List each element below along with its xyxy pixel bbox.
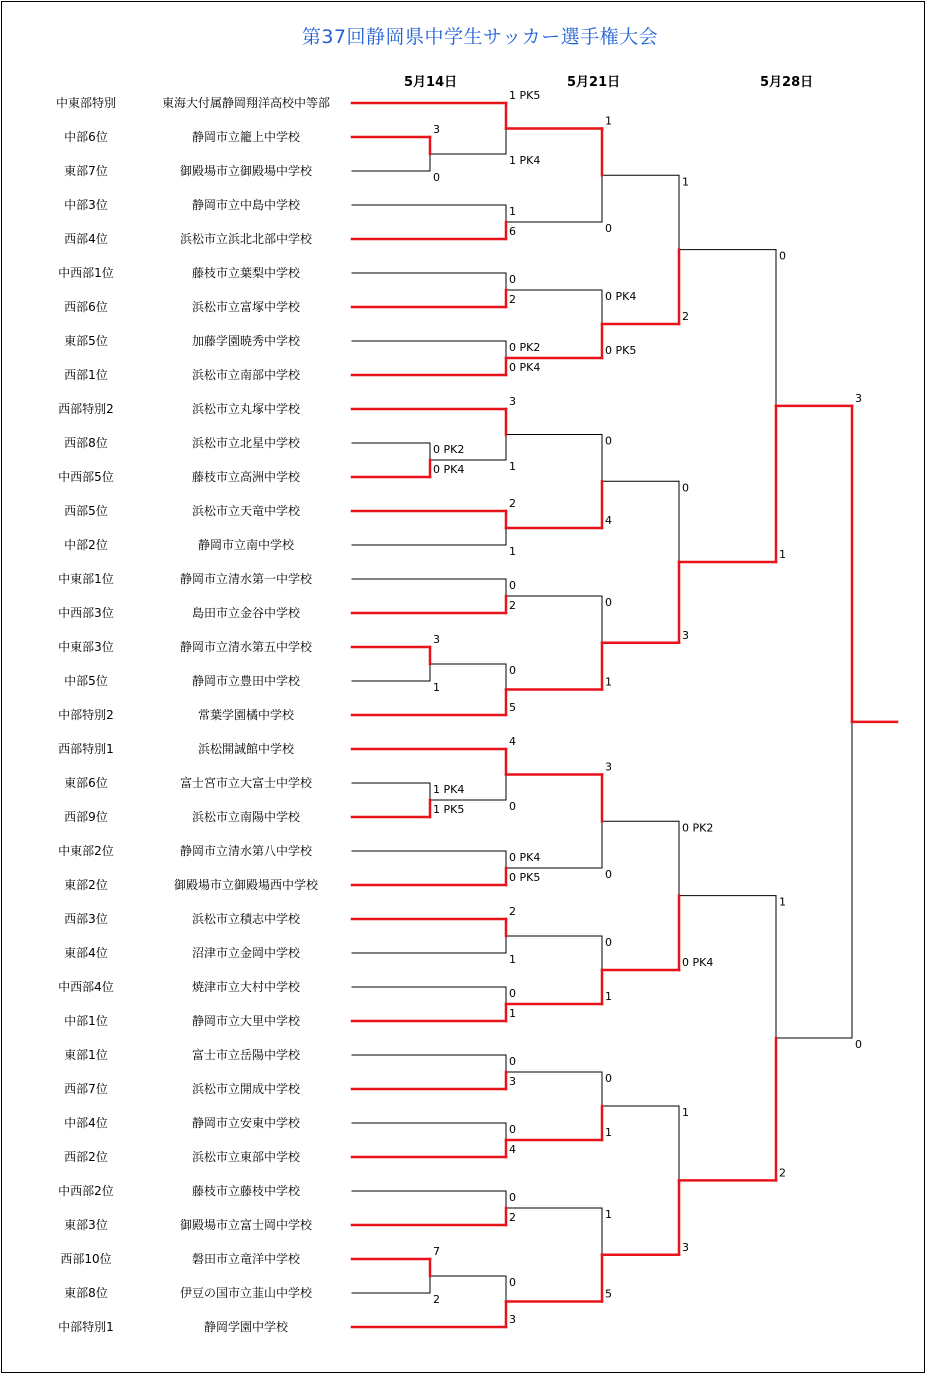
team-seed: 西部3位 (64, 912, 108, 926)
score-label: 0 (605, 1072, 612, 1085)
team-seed: 西部9位 (64, 810, 108, 824)
team-seed: 西部特別2 (58, 402, 114, 416)
team-seed: 中部3位 (64, 198, 108, 212)
team-name: 島田市立金谷中学校 (191, 606, 300, 620)
team-name: 富士宮市立大富士中学校 (179, 776, 312, 790)
team-seed: 中部2位 (64, 538, 108, 552)
team-name: 常葉学園橘中学校 (197, 708, 294, 722)
score-label: 0 PK2 (682, 821, 714, 835)
team-seed: 中部特別1 (58, 1320, 114, 1334)
score-label: 0 PK4 (605, 290, 637, 303)
team-name: 東海大付属静岡翔洋高校中等部 (161, 96, 330, 110)
date-header-round1: 5月14日 (404, 75, 458, 90)
score-label: 0 PK4 (509, 851, 541, 864)
team-seed: 西部8位 (64, 436, 108, 450)
score-label: 1 PK5 (509, 89, 541, 102)
score-label: 2 (682, 310, 689, 323)
team-name: 静岡市立中島中学校 (191, 198, 300, 212)
team-seed: 西部6位 (64, 300, 108, 314)
score-label: 4 (509, 1143, 516, 1156)
team-name: 浜松開誠館中学校 (197, 742, 294, 756)
team-name: 静岡市立清水第一中学校 (179, 572, 312, 586)
team-seed: 西部2位 (64, 1150, 108, 1164)
score-label: 2 (509, 293, 516, 306)
team-seed: 中西部3位 (58, 606, 114, 620)
score-label: 0 (509, 1276, 516, 1289)
team-seed: 東部8位 (64, 1286, 108, 1300)
score-label: 0 (509, 1055, 516, 1068)
score-label: 0 PK4 (509, 361, 541, 374)
score-label: 0 PK2 (433, 443, 465, 456)
score-label: 0 (509, 664, 516, 677)
score-label: 0 (509, 273, 516, 286)
score-label: 1 (605, 114, 612, 128)
score-label: 1 (682, 1106, 689, 1119)
team-name: 磐田市立竜洋中学校 (191, 1252, 300, 1266)
team-seed: 東部4位 (64, 946, 108, 960)
team-seed: 中部4位 (64, 1116, 108, 1130)
score-label: 2 (509, 497, 516, 510)
score-label: 1 (779, 548, 786, 561)
score-label: 1 PK4 (433, 783, 465, 796)
score-label: 1 (605, 1126, 612, 1139)
score-label: 3 (605, 760, 612, 774)
team-seed: 西部特別1 (58, 742, 114, 756)
team-seed: 西部7位 (64, 1082, 108, 1096)
team-seed: 中部5位 (64, 674, 108, 688)
score-label: 3 (433, 123, 440, 136)
team-seed: 中西部2位 (58, 1184, 114, 1198)
score-label: 4 (605, 514, 612, 527)
score-label: 3 (509, 395, 516, 408)
team-seed: 中東部特別 (55, 96, 116, 110)
team-name: 沼津市立金岡中学校 (191, 946, 300, 960)
score-label: 2 (433, 1293, 440, 1306)
score-label: 3 (682, 628, 689, 642)
team-seed: 中部1位 (64, 1014, 108, 1028)
score-label: 1 (509, 1007, 516, 1020)
team-name: 御殿場市立御殿場中学校 (179, 164, 312, 178)
score-label: 3 (855, 391, 862, 405)
team-seed: 中西部4位 (58, 980, 114, 994)
team-name: 浜松市立南部中学校 (191, 368, 300, 382)
score-label: 0 PK5 (605, 344, 637, 357)
team-name: 藤枝市立藤枝中学校 (191, 1184, 300, 1198)
score-label: 5 (509, 701, 516, 714)
score-label: 1 (509, 205, 516, 218)
score-label: 0 (605, 434, 612, 448)
team-name: 伊豆の国市立韮山中学校 (179, 1286, 312, 1300)
score-label: 0 (509, 1123, 516, 1136)
score-label: 3 (682, 1240, 689, 1254)
team-seed: 西部1位 (64, 368, 108, 382)
score-label: 0 (855, 1038, 862, 1051)
score-label: 0 (433, 171, 440, 184)
score-label: 3 (433, 633, 440, 646)
score-label: 1 (509, 953, 516, 966)
team-name: 浜松市立積志中学校 (191, 912, 300, 926)
team-name: 浜松市立浜北北部中学校 (179, 232, 312, 246)
team-name: 静岡市立清水第五中学校 (179, 640, 312, 654)
team-name: 富士市立岳陽中学校 (191, 1048, 300, 1062)
score-label: 2 (509, 905, 516, 918)
score-label: 0 (682, 481, 689, 495)
score-label: 2 (509, 1211, 516, 1224)
team-seed: 東部3位 (64, 1218, 108, 1232)
team-name: 静岡市立南中学校 (197, 538, 294, 552)
team-name: 加藤学園暁秀中学校 (191, 334, 300, 348)
team-seed: 東部6位 (64, 776, 108, 790)
team-seed: 中東部2位 (58, 844, 114, 858)
team-name: 浜松市立北星中学校 (191, 436, 300, 450)
team-seed: 西部10位 (60, 1252, 112, 1266)
team-seed: 中部特別2 (58, 708, 114, 722)
score-label: 0 PK4 (682, 956, 714, 969)
team-name: 浜松市立富塚中学校 (191, 300, 300, 314)
score-label: 6 (509, 225, 516, 238)
team-seed: 中西部1位 (58, 266, 114, 280)
team-name: 浜松市立東部中学校 (191, 1150, 300, 1164)
score-label: 1 (682, 175, 689, 189)
page-title: 第37回静岡県中学生サッカー選手権大会 (301, 26, 659, 48)
score-label: 0 (509, 1191, 516, 1204)
score-label: 5 (605, 1287, 612, 1301)
score-label: 1 (779, 895, 786, 909)
score-label: 0 (605, 222, 612, 235)
score-label: 0 (509, 800, 516, 813)
score-label: 1 (433, 681, 440, 694)
score-label: 0 (779, 249, 786, 263)
score-label: 1 (509, 545, 516, 558)
team-name: 浜松市立天竜中学校 (191, 504, 300, 518)
team-name: 静岡市立大里中学校 (191, 1014, 300, 1028)
team-name: 浜松市立丸塚中学校 (191, 402, 300, 416)
team-seed: 中西部5位 (58, 470, 114, 484)
score-label: 1 (605, 1208, 612, 1221)
score-label: 1 PK4 (509, 154, 541, 167)
team-name: 静岡市立籠上中学校 (191, 130, 300, 144)
team-seed: 東部7位 (64, 164, 108, 178)
score-label: 7 (433, 1245, 440, 1258)
team-name: 静岡市立豊田中学校 (191, 674, 300, 688)
date-header-round3: 5月28日 (760, 75, 814, 90)
score-label: 0 (605, 868, 612, 881)
team-seed: 東部1位 (64, 1048, 108, 1062)
team-name: 焼津市立大村中学校 (191, 980, 300, 994)
score-label: 3 (509, 1313, 516, 1326)
team-seed: 東部5位 (64, 334, 108, 348)
score-label: 2 (779, 1166, 786, 1180)
team-name: 藤枝市立高洲中学校 (191, 470, 300, 484)
score-label: 2 (509, 599, 516, 612)
team-seed: 東部2位 (64, 878, 108, 892)
score-label: 1 (605, 675, 612, 689)
score-label: 3 (509, 1075, 516, 1088)
score-label: 1 (605, 990, 612, 1003)
team-name: 藤枝市立葉梨中学校 (191, 266, 300, 280)
score-label: 0 PK5 (509, 871, 541, 884)
score-label: 0 PK4 (433, 463, 465, 476)
team-name: 静岡市立安東中学校 (191, 1116, 300, 1130)
score-label: 0 (605, 936, 612, 949)
score-label: 0 (509, 579, 516, 592)
score-label: 0 (509, 987, 516, 1000)
team-seed: 西部4位 (64, 232, 108, 246)
team-name: 静岡市立清水第八中学校 (179, 844, 312, 858)
team-name: 浜松市立南陽中学校 (191, 810, 300, 824)
team-seed: 西部5位 (64, 504, 108, 518)
score-label: 1 PK5 (433, 803, 465, 816)
team-name: 静岡学園中学校 (203, 1320, 288, 1334)
date-header-round2: 5月21日 (567, 75, 621, 90)
team-name: 浜松市立開成中学校 (191, 1082, 300, 1096)
team-name: 御殿場市立富士岡中学校 (179, 1218, 312, 1232)
score-label: 4 (509, 735, 516, 748)
team-seed: 中東部3位 (58, 640, 114, 654)
score-label: 1 (509, 460, 516, 473)
team-seed: 中部6位 (64, 130, 108, 144)
score-label: 0 (605, 596, 612, 609)
team-name: 御殿場市立御殿場西中学校 (173, 878, 318, 892)
score-label: 0 PK2 (509, 341, 541, 354)
team-seed: 中東部1位 (58, 572, 114, 586)
